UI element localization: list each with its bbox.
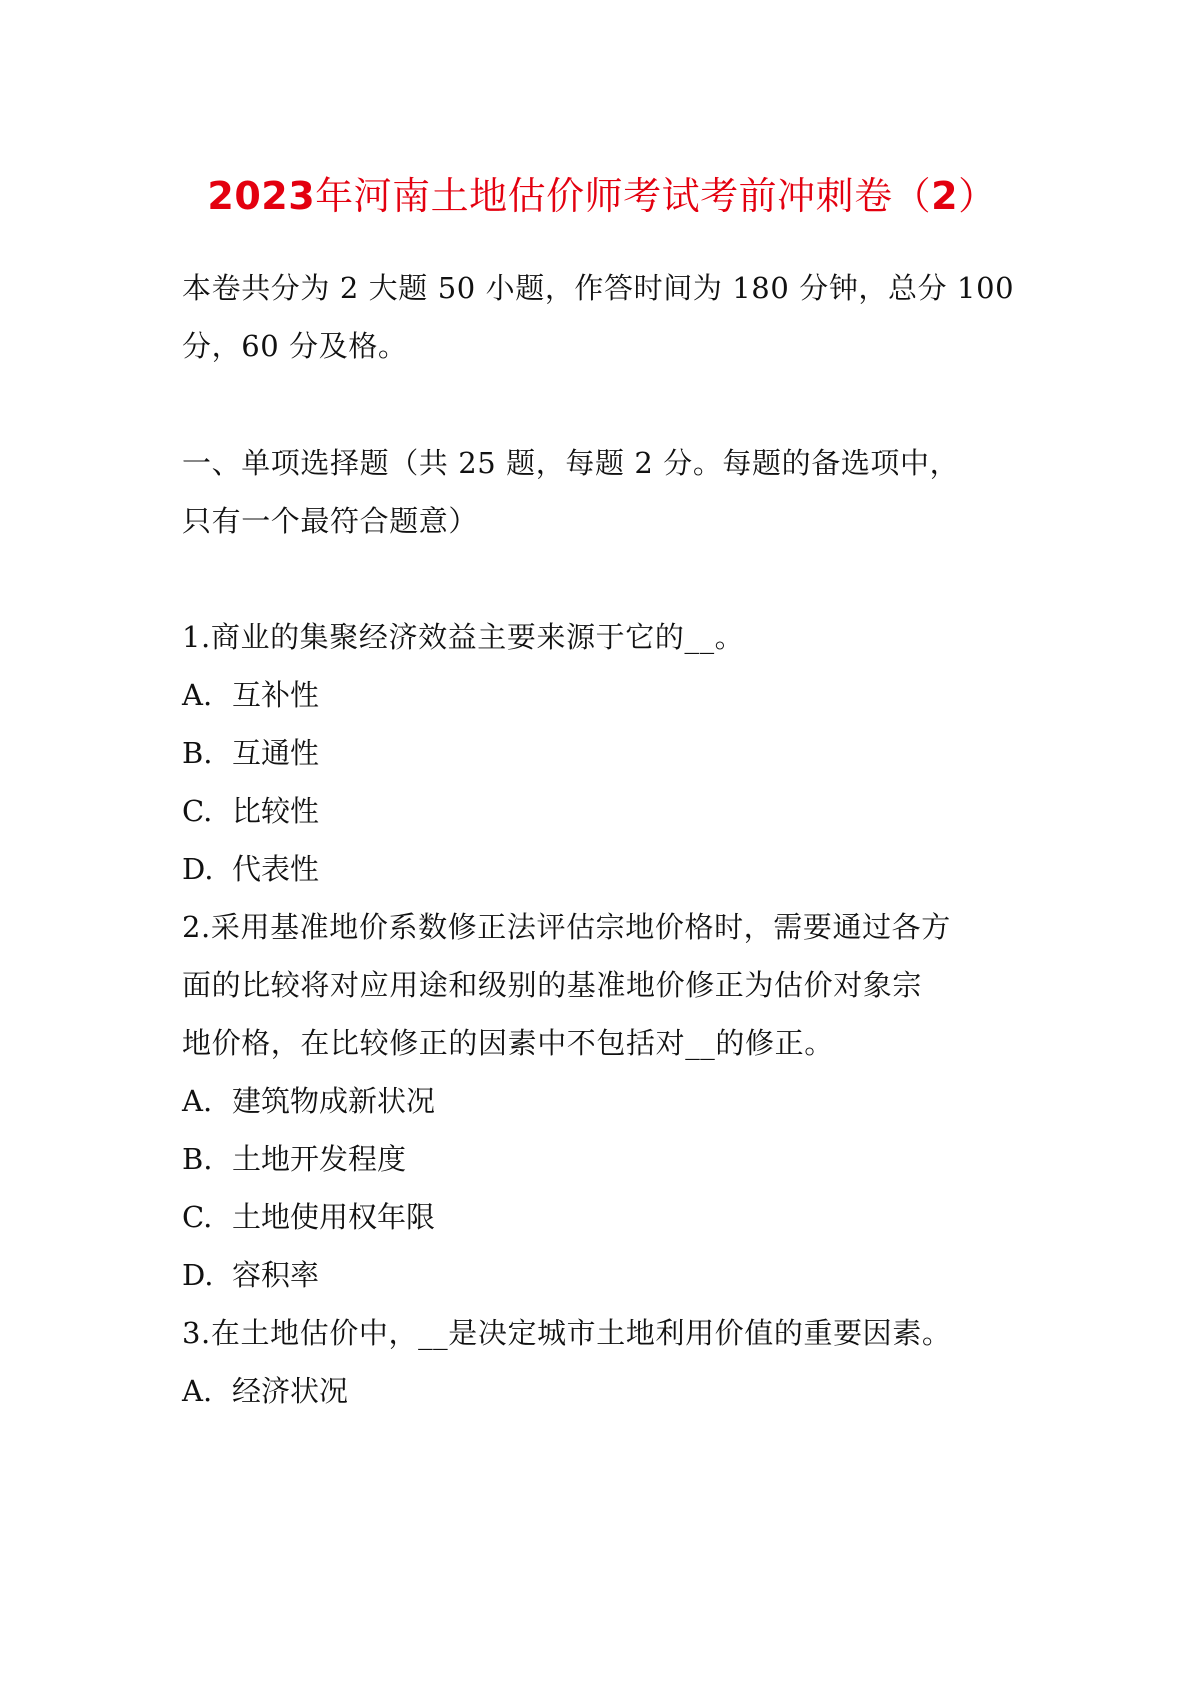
document-title <box>182 172 1022 220</box>
question-1-option-d <box>182 849 319 889</box>
question-1-option-c <box>182 791 319 831</box>
question-2-option-a <box>182 1081 435 1121</box>
option-text: 建筑物成新状况 <box>232 1084 436 1118</box>
option-letter: C. <box>182 1200 213 1234</box>
option-text: 代表性 <box>232 852 320 886</box>
option-letter: D. <box>182 852 214 886</box>
question-2-stem-line-1: 2.采用基准地价系数修正法评估宗地价格时，需要通过各方 <box>182 910 951 944</box>
question-1-option-b <box>182 733 319 773</box>
question-2-option-b <box>182 1139 406 1179</box>
title-close: ） <box>958 174 997 218</box>
option-text: 土地开发程度 <box>232 1142 407 1176</box>
question-2-stem-line-3: 地价格，在比较修正的因素中不包括对__的修正。 <box>182 1026 834 1060</box>
option-text: 比较性 <box>232 794 320 828</box>
question-3-stem: 3.在土地估价中，__是决定城市土地利用价值的重要因素。 <box>182 1316 952 1350</box>
intro-line-1: 本卷共分为 2 大题 50 小题，作答时间为 180 分钟，总分 100 <box>182 271 1015 305</box>
option-text: 容积率 <box>232 1258 320 1292</box>
option-letter: C. <box>182 794 213 828</box>
option-text: 经济状况 <box>232 1374 349 1408</box>
title-year: 2023 <box>207 174 316 218</box>
question-2-option-c <box>182 1197 435 1237</box>
section-heading-line-2: 只有一个最符合题意） <box>182 504 479 538</box>
title-number: 2 <box>931 174 959 218</box>
section-heading-line-1: 一、单项选择题（共 25 题，每题 2 分。每题的备选项中， <box>182 446 960 480</box>
question-3-option-a <box>182 1371 348 1411</box>
option-text: 土地使用权年限 <box>232 1200 436 1234</box>
option-letter: B. <box>182 736 213 770</box>
question-1-stem: 1.商业的集聚经济效益主要来源于它的__。 <box>182 620 745 654</box>
question-2-option-d <box>182 1255 319 1295</box>
question-1-option-a <box>182 675 319 715</box>
option-text: 互通性 <box>232 736 320 770</box>
option-text: 互补性 <box>232 678 320 712</box>
option-letter: B. <box>182 1142 213 1176</box>
question-2-stem-line-2: 面的比较将对应用途和级别的基准地价修正为估价对象宗 <box>182 968 923 1002</box>
title-text: 年河南土地估价师考试考前冲刺卷（ <box>315 174 932 218</box>
option-letter: D. <box>182 1258 214 1292</box>
option-letter: A. <box>182 678 213 712</box>
option-letter: A. <box>182 1374 213 1408</box>
option-letter: A. <box>182 1084 213 1118</box>
intro-line-2: 分，60 分及格。 <box>182 329 408 363</box>
